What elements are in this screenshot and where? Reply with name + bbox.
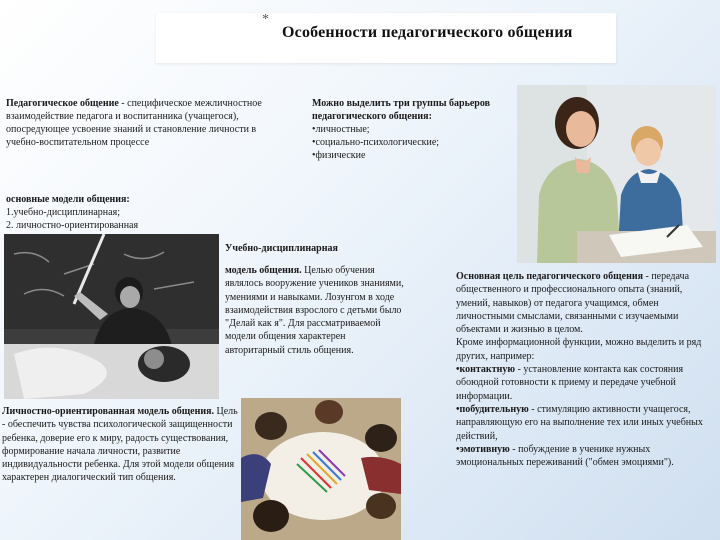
models-heading: основные модели общения: xyxy=(6,194,130,205)
function-contact-name: •контактную xyxy=(456,364,516,376)
barriers-block xyxy=(312,97,497,162)
title-star: * xyxy=(262,12,269,27)
disciplinary-lead: модель общения. xyxy=(225,265,302,276)
model-item: 2. личностно-ориентированная xyxy=(6,220,139,231)
group-table-photo xyxy=(241,398,401,540)
page-title: Особенности педагогического общения xyxy=(282,24,573,41)
goal-block xyxy=(456,270,716,469)
function-motivating-text: - стимуляцию активности учащегося, направляющую его на выполнение тех или иных учебных действий, xyxy=(456,403,703,442)
definition-term: Педагогическое общение xyxy=(6,98,119,109)
function-motivating-name: •побудительную xyxy=(456,403,529,415)
definition-block xyxy=(6,97,281,149)
teacher-student-photo xyxy=(517,85,716,263)
disciplinary-heading: Учебно-дисциплинарная xyxy=(225,243,338,254)
function-contact-text: - установление контакта как состояния обоюдной готовности к приему и передаче учебной информации. xyxy=(456,364,684,402)
barriers-heading: Можно выделить три группы барьеров педагогического общения: xyxy=(312,98,491,122)
barrier-item: •личностные; xyxy=(312,124,370,135)
function-emotive-text: - побуждение в ученике нужных эмоциональных переживаний ("обмен эмоциями"). xyxy=(456,443,674,469)
barrier-item: •физические xyxy=(312,150,366,161)
personal-lead: Личностно-ориентированная модель общения. xyxy=(2,406,215,417)
goal-text: - передача общественного и профессионального опыта (знаний, умений, навыков) от педагога учащимся, обмен личностными смыслами, связанными с изучаемыми объектами и жизнью в целом. xyxy=(456,271,690,336)
models-block xyxy=(6,193,246,232)
model-item: 1.учебно-дисциплинарная; xyxy=(6,207,120,218)
personal-text: Цель - обеспечить чувства психологической защищенности ребенка, доверие его к миру, радость существования, формирование начала личности, развитие индивидуальности ребенка. Для этой модели общения характерен диалогический тип общения. xyxy=(2,406,238,484)
definition-text: - специфическое межличностное взаимодействие педагога и воспитанника (учащегося), опосредующее усвоение знаний и становление личности в учебно-воспитательном процессе xyxy=(6,98,262,148)
classroom-photo xyxy=(4,234,219,399)
function-emotive-name: •эмотивную xyxy=(456,443,510,455)
disciplinary-text: Целью обучения являлось вооружение учеников знаниями, умениями и навыками. Лозунгом в ходе взаимодействия взрослого с детьми было "Делай как я". Для рассматриваемой модели общения характерен авторитарный стиль общения. xyxy=(225,265,404,356)
goal-functions-intro: Кроме информационной функции, можно выделить и ряд других, например: xyxy=(456,337,702,362)
personal-block xyxy=(2,405,238,485)
disciplinary-block xyxy=(225,264,405,357)
goal-lead: Основная цель педагогического общения xyxy=(456,271,643,282)
barrier-item: •социально-психологические; xyxy=(312,137,440,148)
